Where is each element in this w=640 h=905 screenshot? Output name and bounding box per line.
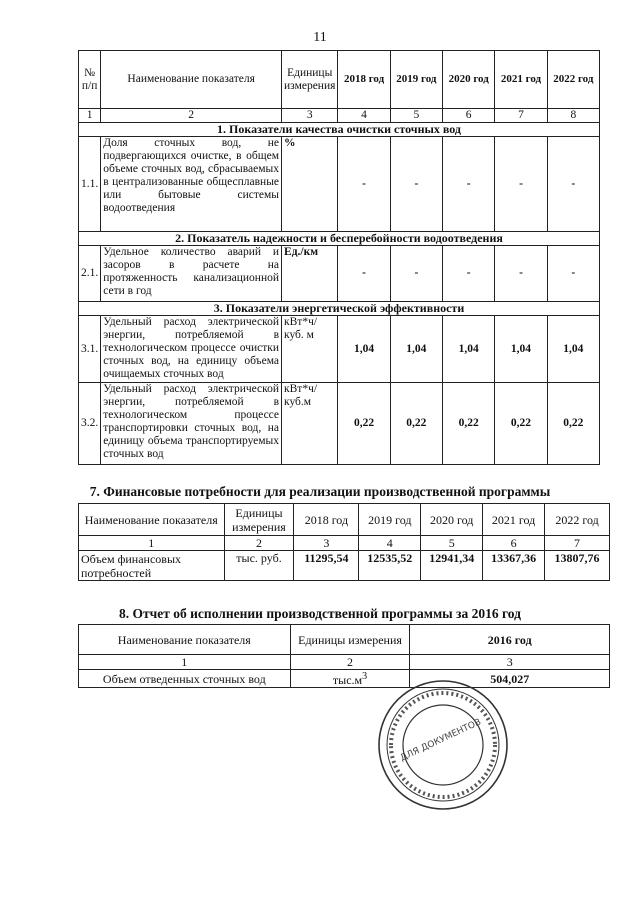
indicator-value: - — [390, 137, 442, 232]
col-number: 3 — [294, 536, 359, 551]
indicator-value: - — [495, 246, 547, 302]
col-number: 7 — [545, 536, 610, 551]
col-number: 6 — [443, 109, 495, 123]
unit-text: тыс.м — [332, 673, 363, 687]
indicator-value: - — [443, 246, 495, 302]
indicator-unit: кВт*ч/куб.м — [282, 383, 338, 465]
row-number: 2.1. — [79, 246, 101, 302]
col-number: 1 — [79, 536, 225, 551]
col-number: 3 — [410, 655, 610, 670]
indicator-value: 0,22 — [547, 383, 599, 465]
header-cell: 2016 год — [410, 625, 610, 655]
program-report-table — [78, 624, 610, 688]
section7-title: 7. Финансовые потребности для реализации производственной программы — [89, 484, 551, 499]
row-value: 12535,52 — [359, 551, 421, 581]
col-number: 1 — [79, 655, 291, 670]
row-value: 11295,54 — [294, 551, 359, 581]
header-cell: Наименование показателя — [79, 625, 291, 655]
row-value: 12941,34 — [421, 551, 483, 581]
header-year: 2022 год — [547, 51, 599, 109]
indicator-unit: Ед./км — [282, 246, 338, 302]
row-number: 3.1. — [79, 316, 101, 383]
header-cell: Наименование показателя — [79, 504, 225, 536]
indicators-table — [78, 50, 600, 465]
financial-needs-table — [78, 503, 610, 581]
header-year: 2020 год — [443, 51, 495, 109]
row-value: 504,027 — [410, 670, 610, 688]
indicator-value: - — [547, 246, 599, 302]
indicator-unit: % — [282, 137, 338, 232]
indicator-value: - — [443, 137, 495, 232]
section8-title: 8. Отчет об исполнении производственной программы за 2016 год — [119, 606, 521, 621]
indicator-name: Удельный расход электрической энергии, потребляемой в технологическом процессе транспортировки сточных вод, на единицу объема транспортируемых сточных вод — [101, 383, 282, 465]
indicator-value: 1,04 — [495, 316, 547, 383]
section-title: 1. Показатели качества очистки сточных вод — [79, 123, 600, 137]
row-value: 13807,76 — [545, 551, 610, 581]
indicator-value: 0,22 — [338, 383, 390, 465]
col-number: 7 — [495, 109, 547, 123]
section-title: 2. Показатель надежности и бесперебойности водоотведения — [79, 232, 600, 246]
col-number: 6 — [483, 536, 545, 551]
row-unit: тыс. руб. — [224, 551, 294, 581]
indicator-value: 1,04 — [390, 316, 442, 383]
indicator-value: 1,04 — [443, 316, 495, 383]
col-number: 3 — [282, 109, 338, 123]
indicator-value: - — [495, 137, 547, 232]
indicator-value: 0,22 — [495, 383, 547, 465]
indicator-name: Удельный расход электрической энергии, потребляемой в технологическом процессе очистки сточных вод, на единицу объема очищаемых сточных вод — [101, 316, 282, 383]
header-cell: Единицы измерения — [290, 625, 410, 655]
header-cell: 2019 год — [359, 504, 421, 536]
header-name: Наименование показателя — [101, 51, 282, 109]
row-value: 13367,36 — [483, 551, 545, 581]
header-unit: Единицы измерения — [282, 51, 338, 109]
indicator-value: 1,04 — [547, 316, 599, 383]
row-number: 3.2. — [79, 383, 101, 465]
col-number: 4 — [359, 536, 421, 551]
stamp-text: ДЛЯ ДОКУМЕНТОВ — [398, 717, 483, 764]
row-name: Объем отведенных сточных вод — [79, 670, 291, 688]
header-year: 2019 год — [390, 51, 442, 109]
page-number: 11 — [313, 30, 327, 45]
indicator-value: - — [338, 246, 390, 302]
header-cell: 2021 год — [483, 504, 545, 536]
row-name: Объем финансовых потребностей — [79, 551, 225, 581]
indicator-value: - — [547, 137, 599, 232]
header-cell: 2020 год — [421, 504, 483, 536]
col-number: 2 — [101, 109, 282, 123]
header-year: 2018 год — [338, 51, 390, 109]
round-stamp — [376, 678, 510, 812]
header-year: 2021 год — [495, 51, 547, 109]
col-number: 2 — [290, 655, 410, 670]
row-number: 1.1. — [79, 137, 101, 232]
col-number: 4 — [338, 109, 390, 123]
indicator-value: - — [390, 246, 442, 302]
indicator-value: - — [338, 137, 390, 232]
indicator-value: 0,22 — [390, 383, 442, 465]
header-cell: 2018 год — [294, 504, 359, 536]
indicator-value: 0,22 — [443, 383, 495, 465]
col-number: 1 — [79, 109, 101, 123]
col-number: 5 — [421, 536, 483, 551]
indicator-value: 1,04 — [338, 316, 390, 383]
unit-superscript: 3 — [362, 671, 368, 682]
col-number: 2 — [224, 536, 294, 551]
section-title: 3. Показатели энергетической эффективности — [79, 302, 600, 316]
indicator-name: Удельное количество аварий и засоров в расчете на протяженность канализационной сети в год — [101, 246, 282, 302]
col-number: 5 — [390, 109, 442, 123]
header-cell: Единицы измерения — [224, 504, 294, 536]
indicator-unit: кВт*ч/куб. м — [282, 316, 338, 383]
header-cell: 2022 год — [545, 504, 610, 536]
indicator-name: Доля сточных вод, не подвергающихся очистке, в общем объеме сточных вод, сбрасываемых в централизованные общесплавные или бытовые системы водоотведения — [101, 137, 282, 232]
col-number: 8 — [547, 109, 599, 123]
header-num: № п/п — [79, 51, 101, 109]
